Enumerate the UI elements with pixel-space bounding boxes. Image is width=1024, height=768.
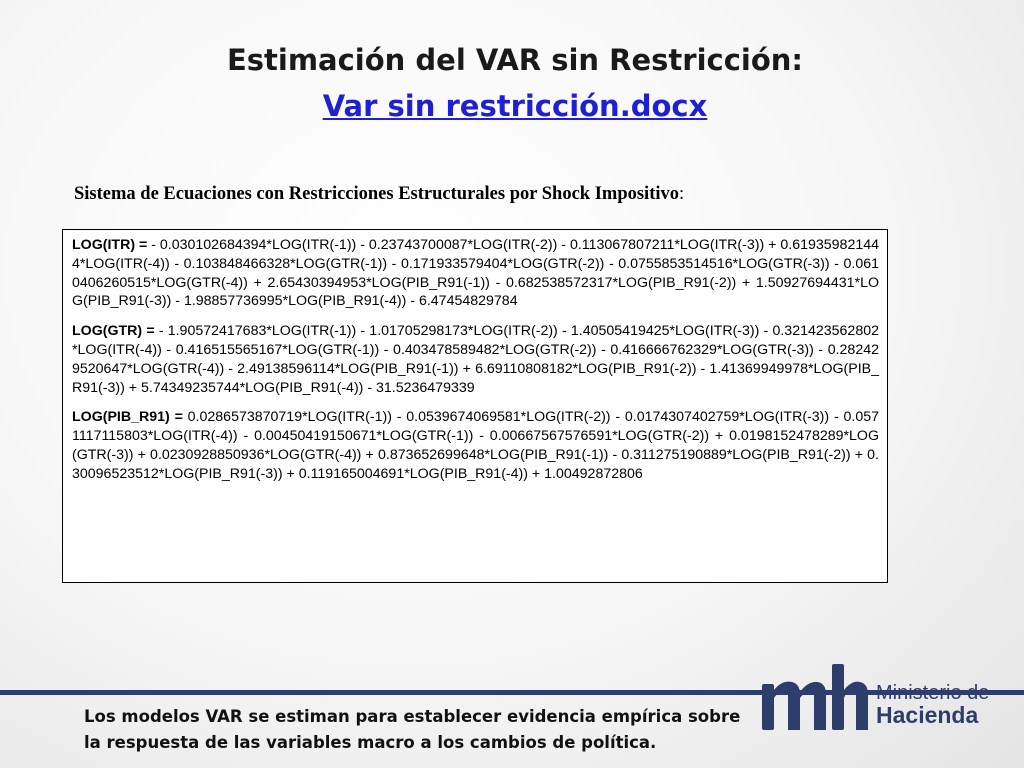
equation-lhs: LOG(ITR) = [72,237,148,253]
mh-logo-icon [760,660,872,734]
equation-itr [72,236,879,311]
footer-note: Los modelos VAR se estiman para establecer evidencia empírica sobre la respuesta de las variables macro a los cambios de política. [84,707,741,752]
document-link[interactable]: Var sin restricción.docx [322,89,708,123]
equation-pib [72,408,879,483]
equations-box [62,229,888,583]
slide-title: Estimación del VAR sin Restricción: [226,43,804,77]
equation-lhs: LOG(GTR) = [72,323,155,340]
equation-lhs: LOG(PIB_R91) = [72,409,183,426]
logo-text-ministerio: Ministerio de [876,682,990,704]
document-link-container [160,86,870,126]
section-subtitle-colon: : [679,184,685,204]
equation-rhs: - 1.90572417683*LOG(ITR(-1)) - 1.01705298173*LOG(ITR(-2)) - 1.40505419425*LOG(ITR(-3)) - 0.321423562802*LOG(ITR(-4)) - 0.416515565167*LOG(GTR(-1)) - 0.403478589482*LOG(GTR(-2)) - 0.416666762329*LOG(GTR(-3)) - 0.282429520647*LOG(GTR(-4)) - 2.49138596114*LOG(PIB_R91(-1)) + 6.69110808182*LOG(PIB_R91(-2)) - 1.41369949978*LOG(PIB_R91(-3)) + 5.74349235744*LOG(PIB_R91(-4)) - 31.5236479339 [72,323,879,396]
logo-text-hacienda: Hacienda [876,702,979,728]
equation-gtr [72,322,879,397]
section-subtitle [74,184,954,205]
equation-rhs: 0.0286573870719*LOG(ITR(-1)) - 0.0539674069581*LOG(ITR(-2)) - 0.0174307402759*LOG(ITR(-3)) - 0.0571117115803*LOG(ITR(-4)) - 0.00450419150671*LOG(GTR(-1)) - 0.00667567576591*LOG(GTR(-2)) + 0.0198152478289*LOG(GTR(-3)) + 0.0230928850936*LOG(GTR(-4)) + 0.873652699648*LOG(PIB_R91(-1)) - 0.311275190889*LOG(PIB_R91(-2)) + 0.30096523512*LOG(PIB_R91(-3)) + 0.119165004691*LOG(PIB_R91(-4)) + 1.00492872806 [72,409,879,482]
section-subtitle-text: Sistema de Ecuaciones con Restricciones Estructurales por Shock Impositivo [74,184,679,204]
ministerio-hacienda-logo [760,660,1000,734]
equation-rhs: - 0.030102684394*LOG(ITR(-1)) - 0.23743700087*LOG(ITR(-2)) - 0.113067807211*LOG(ITR(-3)) + 0.619359821444*LOG(ITR(-4)) - 0.103848466328*LOG(GTR(-1)) - 0.171933579404*LOG(GTR(-2)) - 0.0755853514516*LOG(GTR(-3)) - 0.0610406260515*LOG(GTR(-4)) + 2.65430394953*LOG(PIB_R91(-1)) - 0.682538572317*LOG(PIB_R91(-2)) + 1.50927694431*LOG(PIB_R91(-3)) - 1.98857736995*LOG(PIB_R91(-4)) - 6.47454829784 [72,237,880,310]
